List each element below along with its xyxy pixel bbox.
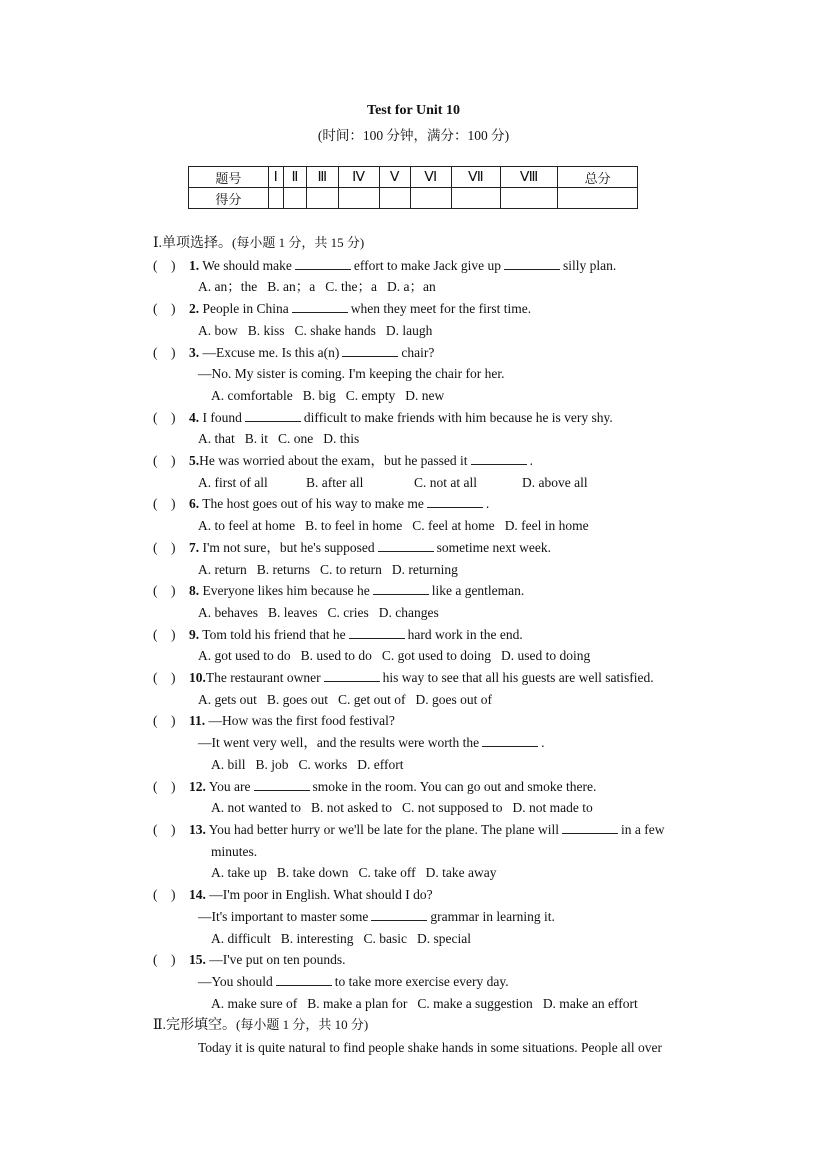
question-number: 3.	[189, 344, 200, 360]
answer-paren[interactable]: ( )	[153, 670, 176, 686]
score-cell-empty[interactable]	[451, 188, 500, 209]
question-number: 9.	[189, 626, 200, 642]
option-b: B. not asked to	[311, 800, 392, 816]
score-cell-empty[interactable]	[338, 188, 379, 209]
option-b: B. used to do	[300, 648, 372, 664]
option-b: B. kiss	[247, 322, 285, 338]
option-a: A. that	[198, 431, 235, 447]
option-c: C. feel at home	[412, 518, 495, 534]
option-a: A. make sure of	[211, 995, 298, 1011]
question-4	[153, 407, 713, 429]
question-13-options	[153, 862, 713, 884]
option-d: D. this	[323, 431, 360, 447]
section-1-heading	[153, 232, 713, 255]
answer-paren[interactable]: ( )	[153, 409, 176, 425]
question-1-options	[153, 276, 713, 298]
question-text: —I'm poor in English. What should I do?	[209, 887, 433, 903]
question-number: 2.	[189, 301, 200, 317]
option-d: D. not made to	[512, 800, 593, 816]
option-a: A. bow	[198, 322, 238, 338]
score-cell-header: Ⅱ	[283, 167, 306, 188]
question-text: when they meet for the first time.	[350, 301, 532, 317]
question-8-options	[153, 602, 713, 624]
score-cell-label: 得分	[189, 188, 269, 209]
question-number: 12.	[189, 778, 206, 794]
section-note: (每小题 1 分，共 15 分)	[232, 235, 365, 250]
option-c: C. make a suggestion	[417, 995, 533, 1011]
question-number: 8.	[189, 583, 200, 599]
option-d: D. returning	[391, 561, 458, 577]
option-a: A. an；the	[198, 279, 258, 295]
question-9	[153, 624, 713, 646]
score-table-header-row	[189, 167, 638, 188]
option-d: D. laugh	[385, 322, 433, 338]
reply-text: .	[541, 735, 545, 751]
score-cell-header: Ⅴ	[379, 167, 410, 188]
answer-paren[interactable]: ( )	[153, 887, 176, 903]
question-text: chair?	[401, 344, 435, 360]
option-d: D. used to doing	[501, 648, 591, 664]
question-number: 1.	[189, 257, 200, 273]
question-10-options	[153, 689, 713, 711]
section-title: Ⅱ.完形填空。	[153, 1018, 237, 1034]
reply-text: to take more exercise every day.	[334, 973, 509, 989]
question-text: We should make	[202, 257, 292, 273]
answer-paren[interactable]: ( )	[153, 453, 176, 469]
option-d: D. a；an	[386, 279, 436, 295]
question-14-options	[153, 928, 713, 950]
question-text: You had better hurry or we'll be late for the plane. The plane will	[208, 821, 559, 837]
score-cell-empty[interactable]	[268, 188, 283, 209]
question-text: Tom told his friend that he	[202, 626, 346, 642]
answer-blank	[427, 495, 483, 508]
question-text: —How was the first food festival?	[208, 713, 395, 729]
question-11-options	[153, 754, 713, 776]
answer-blank	[324, 669, 380, 682]
answer-blank	[482, 734, 538, 747]
option-b: B. take down	[276, 865, 349, 881]
question-number: 6.	[189, 496, 200, 512]
answer-paren[interactable]: ( )	[153, 301, 176, 317]
cloze-paragraph: Today it is quite natural to find people shake hands in some situations. People all over	[198, 1040, 662, 1056]
question-4-options	[153, 428, 713, 450]
option-b: B. returns	[256, 561, 310, 577]
score-cell-header: Ⅲ	[307, 167, 338, 188]
question-text: He was worried about the exam，but he passed it	[199, 453, 468, 469]
option-b: B. job	[255, 756, 289, 772]
option-c: C. one	[278, 431, 314, 447]
question-text: The restaurant owner	[205, 670, 321, 686]
answer-blank	[276, 973, 332, 986]
score-cell-empty[interactable]	[307, 188, 338, 209]
option-c: C. to return	[319, 561, 382, 577]
option-b: B. it	[244, 431, 269, 447]
question-5	[153, 450, 713, 472]
question-text: The host goes out of his way to make me	[202, 496, 424, 512]
option-b: B. goes out	[266, 691, 329, 707]
answer-paren[interactable]: ( )	[153, 952, 176, 968]
answer-blank	[562, 821, 618, 834]
answer-blank	[342, 344, 398, 357]
question-text: in a few	[620, 821, 665, 837]
score-cell-empty[interactable]	[500, 188, 557, 209]
answer-blank	[245, 409, 301, 422]
score-cell-header: Ⅰ	[268, 167, 283, 188]
score-cell-header: Ⅷ	[500, 167, 557, 188]
option-a: A. behaves	[198, 604, 258, 620]
question-text: smoke in the room. You can go out and smoke there.	[312, 778, 597, 794]
option-c: C. cries	[327, 604, 369, 620]
answer-paren[interactable]: ( )	[153, 626, 176, 642]
question-9-options	[153, 645, 713, 667]
option-a: A. bill	[211, 756, 246, 772]
question-text: Everyone likes him because he	[202, 583, 370, 599]
exam-content	[153, 232, 713, 1059]
score-cell-empty[interactable]	[379, 188, 410, 209]
option-d: D. make an effort	[542, 995, 638, 1011]
question-text: You are	[208, 778, 251, 794]
section-2-heading	[153, 1014, 713, 1037]
answer-paren[interactable]: ( )	[153, 821, 176, 837]
answer-blank	[295, 257, 351, 270]
score-cell-label: 题号	[189, 167, 269, 188]
question-text: difficult to make friends with him because he is very shy.	[303, 409, 613, 425]
option-b: B. to feel in home	[305, 518, 403, 534]
answer-paren[interactable]: ( )	[153, 539, 176, 555]
score-cell-empty[interactable]	[558, 188, 638, 209]
option-c: C. not supposed to	[402, 800, 503, 816]
option-b: B. an；a	[267, 279, 316, 295]
option-a: A. not wanted to	[211, 800, 301, 816]
option-c: C. empty	[345, 387, 396, 403]
option-c: C. the；a	[325, 279, 377, 295]
question-text: People in China	[202, 301, 289, 317]
option-d: D. effort	[357, 756, 404, 772]
answer-paren[interactable]: ( )	[153, 496, 176, 512]
question-3-reply: —No. My sister is coming. I'm keeping the chair for her.	[198, 366, 505, 382]
option-c: C. basic	[363, 930, 407, 946]
option-a: A. return	[198, 561, 247, 577]
option-d: D. special	[417, 930, 471, 946]
answer-blank	[371, 908, 427, 921]
answer-paren[interactable]: ( )	[153, 713, 176, 729]
question-number: 14.	[189, 887, 206, 903]
question-5-options	[153, 472, 713, 494]
score-cell-empty[interactable]	[410, 188, 451, 209]
option-a: A. difficult	[211, 930, 271, 946]
answer-blank	[292, 300, 348, 313]
section-note: (每小题 1 分，共 10 分)	[236, 1017, 369, 1033]
option-d: D. above all	[522, 474, 588, 490]
question-8	[153, 580, 713, 602]
question-text: .	[485, 496, 490, 512]
score-cell-header: Ⅶ	[451, 167, 500, 188]
question-number: 10.	[189, 670, 206, 686]
score-cell-header: Ⅵ	[410, 167, 451, 188]
question-text: —I've put on ten pounds.	[209, 952, 346, 968]
option-d: D. changes	[378, 604, 439, 620]
question-text: like a gentleman.	[431, 583, 525, 599]
option-d: D. feel in home	[504, 518, 589, 534]
reply-text: —It's important to master some	[198, 908, 369, 924]
question-14	[153, 884, 713, 906]
question-1	[153, 255, 713, 277]
question-text: hard work in the end.	[407, 626, 523, 642]
question-12-options	[153, 797, 713, 819]
answer-blank	[378, 539, 434, 552]
reply-text: grammar in learning it.	[430, 908, 555, 924]
option-c: C. not at all	[414, 474, 477, 490]
score-cell-header: Ⅳ	[338, 167, 379, 188]
question-2-options	[153, 320, 713, 342]
option-b: B. make a plan for	[307, 995, 408, 1011]
answer-paren[interactable]: ( )	[153, 778, 176, 794]
question-text: his way to see that all his guests are well satisfied.	[382, 670, 654, 686]
question-15	[153, 949, 713, 971]
option-c: C. get out of	[338, 691, 406, 707]
answer-paren[interactable]: ( )	[153, 257, 176, 273]
option-b: B. after all	[306, 474, 364, 490]
question-6-options	[153, 515, 713, 537]
reply-text: —You should	[198, 973, 273, 989]
answer-blank	[504, 257, 560, 270]
question-3	[153, 342, 713, 364]
option-d: D. new	[405, 387, 445, 403]
score-table	[188, 166, 638, 209]
option-b: B. leaves	[267, 604, 318, 620]
option-a: A. comfortable	[211, 387, 293, 403]
question-text: .	[529, 453, 533, 469]
question-3-options	[153, 385, 713, 407]
option-c: C. got used to doing	[381, 648, 492, 664]
question-text: I found	[202, 409, 242, 425]
option-a: A. take up	[211, 865, 267, 881]
question-13-continuation: minutes.	[211, 843, 258, 859]
question-12	[153, 776, 713, 798]
option-c: C. take off	[358, 865, 416, 881]
option-c: C. works	[298, 756, 348, 772]
option-a: A. to feel at home	[198, 518, 296, 534]
question-text: silly plan.	[563, 257, 617, 273]
option-a: A. first of all	[198, 474, 268, 490]
option-d: D. goes out of	[415, 691, 493, 707]
question-7	[153, 537, 713, 559]
option-a: A. got used to do	[198, 648, 291, 664]
option-b: B. big	[302, 387, 336, 403]
answer-paren[interactable]: ( )	[153, 583, 176, 599]
page-subtitle: (时间：100 分钟，满分：100 分)	[317, 128, 510, 143]
question-11-reply	[153, 732, 713, 754]
score-table-score-row	[189, 188, 638, 209]
question-7-options	[153, 559, 713, 581]
score-cell-empty[interactable]	[283, 188, 306, 209]
answer-blank	[254, 778, 310, 791]
question-6	[153, 493, 713, 515]
question-11	[153, 710, 713, 732]
answer-blank	[349, 626, 405, 639]
option-b: B. interesting	[280, 930, 354, 946]
option-a: A. gets out	[198, 691, 257, 707]
section-title: Ⅰ.单项选择。	[153, 236, 233, 251]
question-number: 5.	[189, 453, 200, 469]
question-text: sometime next week.	[436, 539, 551, 555]
question-14-reply	[153, 906, 713, 928]
question-13	[153, 819, 713, 841]
answer-blank	[373, 582, 429, 595]
question-number: 15.	[189, 952, 206, 968]
question-text: —Excuse me. Is this a(n)	[202, 344, 340, 360]
option-c: C. shake hands	[294, 322, 376, 338]
question-15-reply	[153, 971, 713, 993]
score-cell-total: 总分	[558, 167, 638, 188]
question-10	[153, 667, 713, 689]
question-text: I'm not sure，but he's supposed	[202, 539, 375, 555]
reply-text: —It went very well，and the results were worth the	[198, 735, 480, 751]
option-d: D. take away	[425, 865, 497, 881]
question-15-options	[153, 993, 713, 1015]
question-number: 4.	[189, 409, 200, 425]
question-2	[153, 298, 713, 320]
question-text: effort to make Jack give up	[353, 257, 501, 273]
page-title: Test for Unit 10	[367, 103, 460, 118]
question-number: 13.	[189, 821, 206, 837]
answer-paren[interactable]: ( )	[153, 344, 176, 360]
question-number: 7.	[189, 539, 200, 555]
answer-blank	[471, 452, 527, 465]
question-number: 11.	[189, 713, 206, 729]
